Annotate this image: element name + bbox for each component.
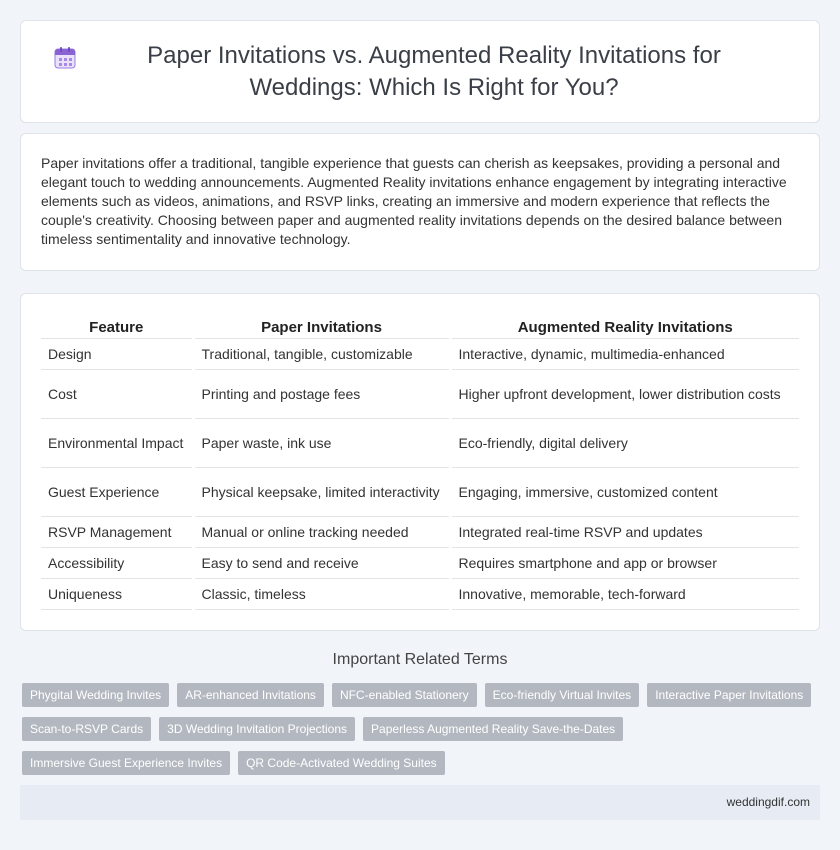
table-cell-paper: Easy to send and receive [193, 547, 450, 578]
column-header-paper: Paper Invitations [193, 316, 450, 338]
table-cell-paper: Classic, timeless [193, 578, 450, 609]
table-cell-feature: Uniqueness [41, 578, 193, 609]
table-cell-feature: Environmental Impact [41, 418, 193, 467]
related-term-tag[interactable]: Eco-friendly Virtual Invites [485, 683, 640, 707]
table-cell-paper: Physical keepsake, limited interactivity [193, 467, 450, 516]
table-cell-feature: Design [41, 338, 193, 369]
page-title: Paper Invitations vs. Augmented Reality Invitations for Weddings: Which Is Right for You? [147, 41, 721, 101]
related-term-tag[interactable]: AR-enhanced Invitations [177, 683, 324, 707]
table-row [41, 338, 799, 369]
table-row [41, 467, 799, 516]
related-term-tag[interactable]: 3D Wedding Invitation Projections [159, 717, 355, 741]
footer-site-link[interactable]: weddingdif.com [726, 795, 810, 809]
table-cell-feature: RSVP Management [41, 516, 193, 547]
table-cell-ar: Requires smartphone and app or browser [450, 547, 799, 578]
table-cell-feature: Guest Experience [41, 467, 193, 516]
table-cell-ar: Higher upfront development, lower distribution costs [450, 369, 799, 418]
table-row [41, 369, 799, 418]
related-term-tag[interactable]: Scan-to-RSVP Cards [22, 717, 151, 741]
table-row [41, 418, 799, 467]
related-terms-heading: Important Related Terms [332, 651, 508, 668]
table-cell-paper: Printing and postage fees [193, 369, 450, 418]
table-cell-feature: Accessibility [41, 547, 193, 578]
intro-paragraph: Paper invitations offer a traditional, tangible experience that guests can cherish as keepsakes, providing a personal and elegant touch to wedding announcements. Augmented Reality invitations enhance engagement by integrating interactive elements such as videos, animations, and RSVP links, creating an immersive and modern experience that reflects the couple's creativity. Choosing between paper and augmented reality invitations depends on the desired balance between timeless sentimentality and innovative technology. [41, 155, 787, 247]
table-cell-ar: Engaging, immersive, customized content [450, 467, 799, 516]
related-term-tag[interactable]: Paperless Augmented Reality Save-the-Dates [363, 717, 623, 741]
related-term-tag[interactable]: Immersive Guest Experience Invites [22, 751, 230, 775]
table-cell-feature: Cost [41, 369, 193, 418]
table-cell-ar: Innovative, memorable, tech-forward [450, 578, 799, 609]
related-term-tag[interactable]: Phygital Wedding Invites [22, 683, 169, 707]
related-term-tag[interactable]: NFC-enabled Stationery [332, 683, 477, 707]
table-cell-ar: Interactive, dynamic, multimedia-enhanced [450, 338, 799, 369]
table-row [41, 578, 799, 609]
table-row [41, 516, 799, 547]
table-header-row [41, 316, 799, 338]
comparison-table-card [20, 293, 820, 631]
related-terms-tags [22, 683, 822, 785]
column-header-ar: Augmented Reality Invitations [450, 316, 799, 338]
title-card [20, 20, 820, 123]
table-cell-ar: Eco-friendly, digital delivery [450, 418, 799, 467]
table-cell-ar: Integrated real-time RSVP and updates [450, 516, 799, 547]
table-cell-paper: Traditional, tangible, customizable [193, 338, 450, 369]
footer [20, 785, 820, 820]
comparison-table [41, 316, 799, 610]
table-cell-paper: Manual or online tracking needed [193, 516, 450, 547]
table-row [41, 547, 799, 578]
table-cell-paper: Paper waste, ink use [193, 418, 450, 467]
column-header-feature: Feature [41, 316, 193, 338]
intro-card [20, 133, 820, 271]
related-term-tag[interactable]: QR Code-Activated Wedding Suites [238, 751, 445, 775]
related-term-tag[interactable]: Interactive Paper Invitations [647, 683, 811, 707]
